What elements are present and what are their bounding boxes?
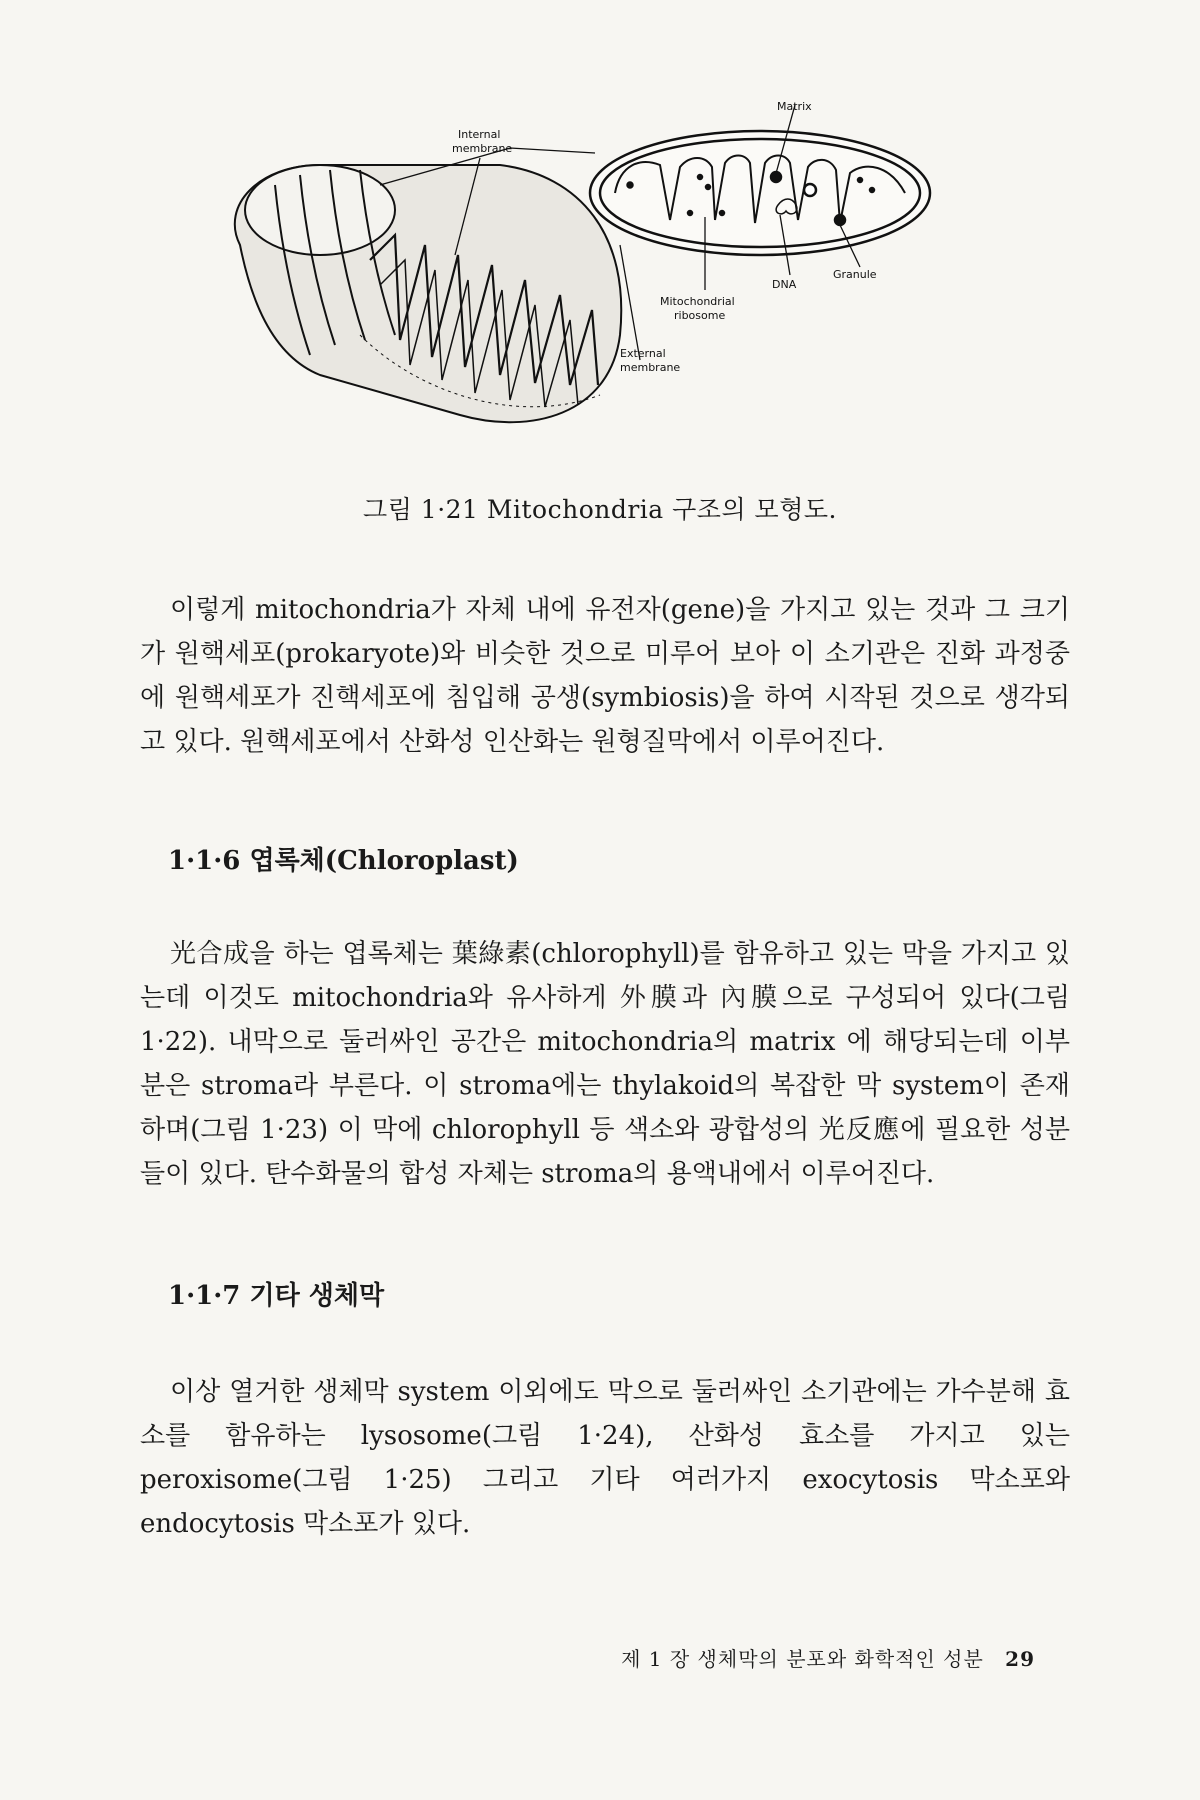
label-granule: Granule [833,268,877,281]
section-title: 기타 생체막 [249,1281,385,1311]
label-external-membrane: External [620,347,666,360]
section-heading-chloroplast [168,840,519,877]
section-number: 1·1·7 [168,1281,241,1311]
cutaway-mitochondrion [235,165,621,422]
mitochondria-figure [200,95,1020,475]
section-number: 1·1·6 [168,846,241,876]
label-mitochondrial-ribosome-2: ribosome [674,309,726,322]
mitochondria-diagram [200,95,1020,475]
label-internal-membrane-2: membrane [452,142,513,155]
label-internal-membrane: Internal [458,128,501,141]
label-external-membrane-2: membrane [620,361,681,374]
paragraph-other-membranes: 이상 열거한 생체막 system 이외에도 막으로 둘러싸인 소기관에는 가수분해 효소를 함유하는 lysosome(그림 1·24), 산화성 효소를 가지고 있는 peroxisome(그림 1·25) 그리고 기타 여러가지 exocytosis 막소포와 endocytosis 막소포가 있다. [140,1377,1070,1539]
figure-caption: 그림 1·21 Mitochondria 구조의 모형도. [363,495,837,524]
page-number: 29 [1005,1647,1035,1671]
label-dna: DNA [772,278,797,291]
section-heading-other-membranes [168,1275,384,1312]
running-chapter-title: 제 1 장 생체막의 분포와 화학적인 성분 [621,1647,984,1671]
paragraph-mitochondria-origin: 이렇게 mitochondria가 자체 내에 유전자(gene)을 가지고 있는 것과 그 크기가 원핵세포(prokaryote)와 비슷한 것으로 미루어 보아 이 소기관은 진화 과정중에 원핵세포가 진핵세포에 침입해 공생(symbiosis)을 하여 시작된 것으로 생각되고 있다. 원핵세포에서 산화성 인산화는 원형질막에서 이루어진다. [140,595,1070,757]
section-title: 엽록체(Chloroplast) [249,846,519,876]
label-mitochondrial-ribosome: Mitochondrial [660,295,735,308]
page-footer [621,1643,1035,1672]
label-matrix: Matrix [777,100,812,113]
paragraph-chloroplast: 光合成을 하는 엽록체는 葉綠素(chlorophyll)를 함유하고 있는 막을 가지고 있는데 이것도 mitochondria와 유사하게 外膜과 內膜으로 구성되어 있다(그림 1·22). 내막으로 둘러싸인 공간은 mitochondria의 matrix 에 해당되는데 이부분은 stroma라 부른다. 이 stroma에는 thylakoid의 복잡한 막 system이 존재하며(그림 1·23) 이 막에 chlorophyll 등 색소와 광합성의 光反應에 필요한 성분들이 있다. 탄수화물의 합성 자체는 stroma의 용액내에서 이루어진다. [140,939,1070,1189]
cross-section-mitochondrion [590,131,930,255]
